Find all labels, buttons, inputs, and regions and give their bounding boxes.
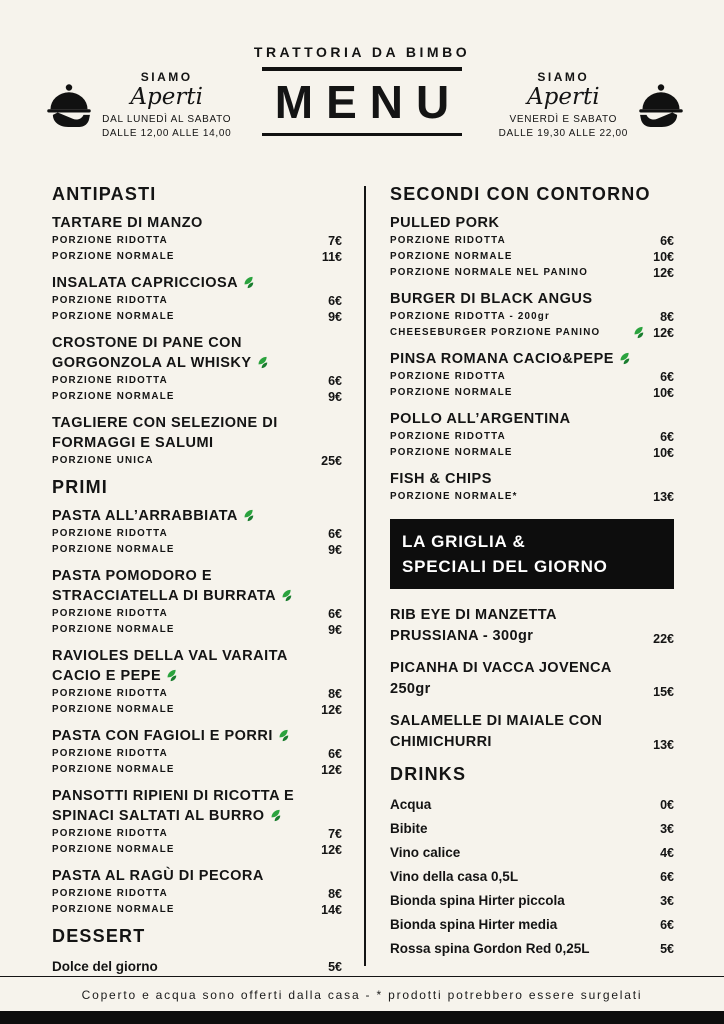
portion-label: PORZIONE NORMALE [52,904,175,915]
portion-price: 10€ [653,386,674,400]
dish-name [52,566,310,606]
dish-name [390,289,648,309]
menu-footer [0,976,724,1024]
portion-row [52,453,342,469]
portion-row [52,622,342,638]
dish-item [52,786,342,858]
portion-row [52,249,342,265]
opening-hours-right-text [499,70,628,141]
portion-price: 6€ [328,747,342,761]
menu-row-price: 4€ [660,846,674,860]
dish-name [52,866,310,886]
portion-row [52,389,342,405]
menu-row [390,937,674,961]
grill-item [390,658,674,700]
portion-row [52,902,342,918]
menu-row-name: Bionda spina Hirter piccola [390,893,565,908]
specials-banner-line: SPECIALI DEL GIORNO [402,557,608,576]
dish-name-text: PASTA AL RAGÙ DI PECORA [52,868,264,884]
grill-item-name: PICANHA DI VACCA JOVENCA 250gr [390,660,612,697]
grill-item [390,605,674,647]
dish-name [390,409,648,429]
bottom-black-bar [0,1011,724,1024]
portion-price: 12€ [653,266,674,280]
section-heading: DESSERT [52,926,146,946]
portion-price: 9€ [328,623,342,637]
aperti-script-label: Aperti [130,84,203,110]
restaurant-name: TRATTORIA DA BIMBO [253,44,471,60]
portion-row [52,686,342,702]
portion-label: PORZIONE RIDOTTA [390,235,506,246]
specials-banner [390,519,674,589]
dish-item [390,409,674,461]
dish-name [52,213,310,233]
portion-label: PORZIONE RIDOTTA [52,528,168,539]
opening-hours-left-text [102,70,231,141]
portion-price: 12€ [321,763,342,777]
portion-label: PORZIONE NORMALE* [390,491,518,502]
decorative-rule-bottom [262,133,462,137]
portion-price: 12€ [321,843,342,857]
grill-item-name: SALAMELLE DI MAIALE CON CHIMICHURRI [390,713,603,750]
cloche-hand-icon [632,81,690,131]
dish-name-text: CROSTONE DI PANE CON GORGONZOLA AL WHISKY [52,335,252,371]
opening-times: DALLE 12,00 ALLE 14,00 [102,128,232,139]
menu-row-price: 5€ [660,942,674,956]
dish-item [52,866,342,918]
menu-row-name: Vino della casa 0,5L [390,869,519,884]
portion-label: PORZIONE NORMALE NEL PANINO [390,267,589,278]
menu-body [0,170,724,976]
portion-label: PORZIONE RIDOTTA [52,888,168,899]
portion-price: 6€ [328,294,342,308]
menu-row-price: 3€ [660,822,674,836]
portion-row [52,746,342,762]
basil-leaf-icon [242,273,257,293]
menu-row-name: Rossa spina Gordon Red 0,25L [390,941,590,956]
portion-label: PORZIONE RIDOTTA [52,375,168,386]
portion-label: PORZIONE RIDOTTA [52,235,168,246]
section-heading: DRINKS [390,764,467,784]
aperti-script-label: Aperti [527,84,600,110]
dish-item [52,333,342,405]
menu-row [390,793,674,817]
dish-name-text: PASTA CON FAGIOLI E PORRI [52,728,273,744]
grill-item-price: 22€ [653,632,674,646]
menu-row-name: Vino calice [390,845,461,860]
menu-row [390,817,674,841]
section-heading: SECONDI CON CONTORNO [390,184,651,204]
portion-label: PORZIONE RIDOTTA - 200gr [390,311,550,322]
dish-name-text: FISH & CHIPS [390,471,492,487]
portion-label: PORZIONE NORMALE [390,251,513,262]
menu-column-right [390,184,674,976]
portion-label: PORZIONE NORMALE [390,387,513,398]
portion-price: 7€ [328,827,342,841]
section-heading: ANTIPASTI [52,184,157,204]
portion-label: PORZIONE NORMALE [52,251,175,262]
portion-row [390,429,674,445]
portion-price: 7€ [328,234,342,248]
portion-price: 9€ [328,390,342,404]
basil-leaf-icon [280,586,295,606]
menu-row-price: 6€ [660,918,674,932]
portion-price: 8€ [328,687,342,701]
portion-label: PORZIONE RIDOTTA [52,608,168,619]
dish-item [52,646,342,718]
portion-row [52,886,342,902]
portion-row [390,325,674,341]
portion-row [52,309,342,325]
portion-row [52,373,342,389]
menu-row [390,913,674,937]
basil-leaf-icon [242,506,257,526]
basil-leaf-icon [277,726,292,746]
opening-times: DALLE 19,30 ALLE 22,00 [498,128,628,139]
portion-row [52,542,342,558]
basil-leaf-icon [165,666,180,686]
dish-name-text: INSALATA CAPRICCIOSA [52,275,239,291]
dish-name [52,273,310,293]
menu-row-name: Dolce del giorno [52,959,158,974]
portion-price: 6€ [328,374,342,388]
portion-price: 14€ [321,903,342,917]
menu-row [390,889,674,913]
portion-label: PORZIONE NORMALE [52,544,175,555]
portion-row [52,842,342,858]
dish-name-text: TAGLIERE CON SELEZIONE DI FORMAGGI E SALUMI [52,415,278,451]
portion-label: PORZIONE NORMALE [52,311,175,322]
portion-row [52,702,342,718]
dish-name-text: RAVIOLES DELLA VAL VARAITA CACIO E PEPE [52,648,288,684]
menu-column-left [52,184,342,976]
dish-item [52,213,342,265]
dish-name-text: PINSA ROMANA CACIO&PEPE [390,351,614,367]
portion-price: 8€ [660,310,674,324]
portion-row [52,826,342,842]
basil-leaf-icon [256,353,271,373]
dish-item [52,413,342,469]
portion-label: PORZIONE RIDOTTA [390,371,506,382]
portion-price: 6€ [328,527,342,541]
dish-name-text: TARTARE DI MANZO [52,215,203,231]
dish-name [390,213,648,233]
portion-price: 10€ [653,446,674,460]
grill-item-price: 15€ [653,685,674,699]
menu-row-price: 0€ [660,798,674,812]
dish-name [52,786,310,826]
portion-label: PORZIONE NORMALE [52,391,175,402]
opening-days: VENERDÌ E SABATO [509,114,618,125]
decorative-rule-top [262,67,462,71]
dish-item [52,506,342,558]
menu-row-price: 6€ [660,870,674,884]
portion-price: 6€ [660,430,674,444]
portion-row [390,309,674,325]
portion-row [390,489,674,505]
portion-row [390,265,674,281]
dish-name [52,726,310,746]
portion-row [52,293,342,309]
portion-label: PORZIONE RIDOTTA [52,828,168,839]
dish-name-text: PASTA POMODORO E STRACCIATELLA DI BURRATA [52,568,277,604]
portion-row [390,369,674,385]
dish-name [52,413,310,453]
grill-item-name: RIB EYE DI MANZETTA PRUSSIANA - 300gr [390,607,557,644]
portion-label: PORZIONE RIDOTTA [52,688,168,699]
dish-name-text: BURGER DI BLACK ANGUS [390,291,593,307]
menu-header [0,0,724,170]
basil-leaf-icon [269,806,284,826]
dish-item [390,213,674,281]
grill-item-price: 13€ [653,738,674,752]
menu-row [52,955,342,976]
portion-row [52,606,342,622]
portion-row [390,233,674,249]
portion-price: 8€ [328,887,342,901]
dish-name-text: PANSOTTI RIPIENI DI RICOTTA E SPINACI SALTATI AL BURRO [52,788,295,824]
opening-days: DAL LUNEDÌ AL SABATO [102,114,232,125]
dish-name-text: POLLO ALL’ARGENTINA [390,411,571,427]
portion-label: PORZIONE NORMALE [390,447,513,458]
siamo-label: SIAMO [140,70,193,84]
menu-row-price: 3€ [660,894,674,908]
portion-row [390,445,674,461]
siamo-label: SIAMO [537,70,590,84]
dish-item [390,349,674,401]
column-divider [364,186,366,966]
portion-label: PORZIONE RIDOTTA [52,295,168,306]
dish-item [390,469,674,505]
portion-label: PORZIONE NORMALE [52,844,175,855]
portion-row [52,762,342,778]
dish-name-text: PULLED PORK [390,215,500,231]
portion-price: 12€ [321,703,342,717]
opening-hours-left [40,70,231,141]
menu-title: MENU [274,75,463,128]
portion-row [52,233,342,249]
portion-label: PORZIONE NORMALE [52,624,175,635]
menu-row [390,865,674,889]
dish-item [52,726,342,778]
section-heading: PRIMI [52,477,109,497]
portion-price: 6€ [660,370,674,384]
dish-item [390,289,674,341]
portion-price: 6€ [660,234,674,248]
menu-row-name: Acqua [390,797,432,812]
portion-label: PORZIONE RIDOTTA [52,748,168,759]
portion-label: PORZIONE NORMALE [52,704,175,715]
portion-label: PORZIONE RIDOTTA [390,431,506,442]
basil-leaf-icon [632,325,647,341]
menu-row-name: Bibite [390,821,428,836]
dish-name [52,333,310,373]
grill-item [390,711,674,753]
menu-row-name: Bionda spina Hirter media [390,917,558,932]
portion-price: 25€ [321,454,342,468]
footer-note: Coperto e acqua sono offerti dalla casa - * prodotti potrebbero essere surgelati [0,976,724,1011]
portion-row [52,526,342,542]
portion-label: CHEESEBURGER PORZIONE PANINO [390,327,601,338]
portion-price: 11€ [321,250,342,264]
menu-row [390,841,674,865]
portion-price: 6€ [328,607,342,621]
specials-banner-line: LA GRIGLIA & [402,532,526,551]
opening-hours-right [499,70,690,141]
portion-price: 9€ [328,543,342,557]
cloche-hand-icon [40,81,98,131]
dish-item [52,566,342,638]
portion-price: 10€ [653,250,674,264]
menu-row-price: 5€ [328,960,342,974]
portion-label: PORZIONE UNICA [52,455,154,466]
dish-name [52,646,310,686]
dish-name [390,349,648,369]
portion-label: PORZIONE NORMALE [52,764,175,775]
portion-row [390,385,674,401]
dish-name [52,506,310,526]
portion-row [390,249,674,265]
portion-price: 9€ [328,310,342,324]
portion-price: 12€ [653,326,674,340]
basil-leaf-icon [618,349,633,369]
portion-price: 13€ [653,490,674,504]
dish-item [52,273,342,325]
dish-name-text: PASTA ALL’ARRABBIATA [52,508,238,524]
dish-name [390,469,648,489]
